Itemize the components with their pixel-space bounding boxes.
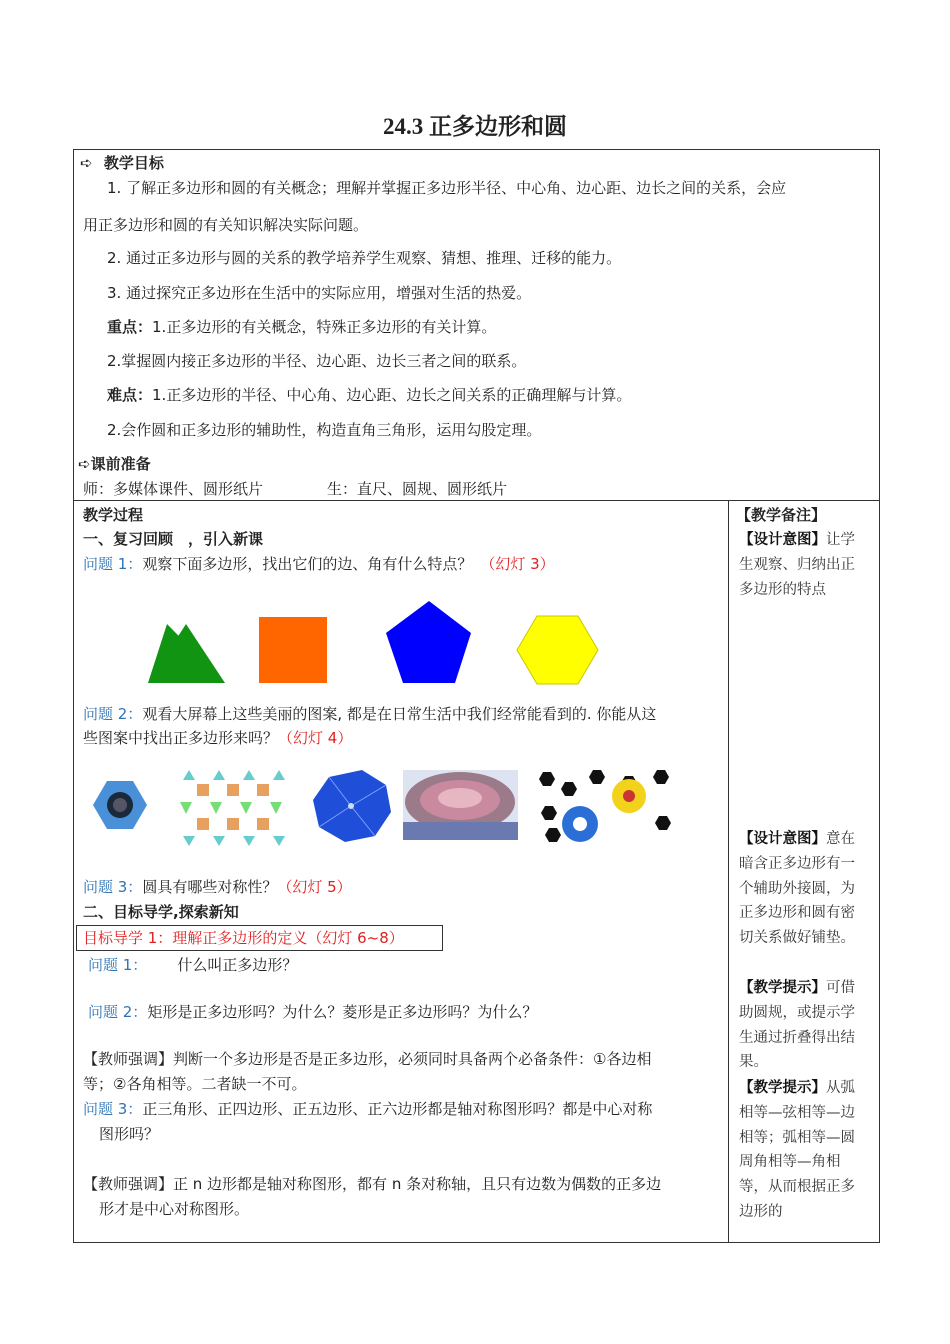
objective-3: 3. 通过探究正多边形在生活中的实际应用，增强对生活的热爱。	[107, 284, 532, 302]
difficulty-1: 难点：1.正多边形的半径、中心角、边心距、边长之间关系的正确理解与计算。	[107, 386, 632, 404]
prep-student: 生：直尺、圆规、圆形纸片	[327, 480, 508, 498]
objective-1-line1: 1. 了解正多边形和圆的有关概念；理解并掌握正多边形半径、中心角、边心距、边长之间的关系，会应	[107, 179, 787, 197]
key-point-2: 2.掌握圆内接正多边形的半径、边心距、边长三者之间的联系。	[107, 352, 527, 370]
hexagon-shape	[517, 616, 598, 684]
question-1: 问题 1：观察下面多边形，找出它们的边、角有什么特点？ （幻灯 3）	[83, 555, 555, 573]
teacher-emphasis-2-line2: 形才是中心对称图形。	[99, 1200, 250, 1218]
teacher-emphasis-1-line2: 等；②各角相等。二者缺一不可。	[83, 1075, 307, 1093]
difficulty-2: 2.会作圆和正多边形的辅助性，构造直角三角形，运用勾股定理。	[107, 421, 542, 439]
question-3: 问题 3：圆具有哪些对称性？（幻灯 5）	[83, 878, 352, 896]
key-point-1: 重点：1.正多边形的有关概念，特殊正多边形的有关计算。	[107, 318, 497, 336]
notes-header: 【教学备注】	[736, 506, 827, 524]
design-intent-2: 【设计意图】意在暗含正多边形有一个辅助外接圆，为正多边形和圆有密切关系做好铺垫。	[739, 831, 855, 947]
design-intent-1: 【设计意图】让学生观察、归纳出正多边形的特点	[739, 532, 855, 598]
goal-1: 目标导学 1：理解正多边形的定义（幻灯 6~8）	[83, 929, 404, 947]
hexagon-nut-image	[93, 781, 147, 829]
objectives-header: ➪ 教学目标	[80, 154, 164, 172]
teaching-tip-2: 【教学提示】从弧相等—弦相等—边相等；弧相等—圆周角相等—角相等，从而根据正多边形的	[739, 1080, 855, 1220]
tessellation-image	[173, 770, 298, 846]
dome-ceiling-image	[403, 770, 518, 840]
goal-question-3-line1: 问题 3：正三角形、正四边形、正五边形、正六边形都是轴对称图形吗？都是中心对称	[83, 1100, 653, 1118]
pentagon-shape	[386, 601, 471, 683]
objective-1-line2: 用正多边形和圆的有关知识解决实际问题。	[83, 216, 369, 234]
teacher-emphasis-1-line1: 【教师强调】判断一个多边形是否是正多边形，必须同时具备两个必备条件：①各边相	[83, 1050, 652, 1068]
column-divider	[728, 500, 729, 1243]
soccer-balls-image	[535, 766, 675, 846]
patterns-figure	[85, 762, 685, 852]
process-header: 教学过程	[83, 506, 144, 524]
arrow-right-icon: ➪	[80, 154, 93, 172]
part2-heading: 二、目标导学,探索新知	[83, 903, 239, 921]
prep-teacher: 师：多媒体课件、圆形纸片	[83, 480, 264, 498]
page-title: 24.3 正多边形和圆	[383, 114, 567, 139]
objective-2: 2. 通过正多边形与圆的关系的教学培养学生观察、猜想、推理、迁移的能力。	[107, 249, 622, 267]
umbrella-image	[313, 770, 391, 842]
goal-question-3-line2: 图形吗？	[99, 1125, 160, 1143]
part1-heading: 一、复习回顾 ，引入新课	[83, 530, 264, 548]
question-2-line2: 些图案中找出正多边形来吗？（幻灯 4）	[83, 729, 353, 747]
square-shape	[259, 617, 327, 683]
teacher-emphasis-2-line1: 【教师强调】正 n 边形都是轴对称图形，都有 n 条对称轴，且只有边数为偶数的正多边	[83, 1175, 662, 1193]
teaching-tip-1: 【教学提示】可借助圆规，或提示学生通过折叠得出结果。	[739, 980, 855, 1071]
question-2-line1: 问题 2：观看大屏幕上这些美丽的图案, 都是在日常生活中我们经常能看到的. 你能从这	[83, 705, 657, 723]
prep-header: ➪课前准备	[78, 455, 151, 473]
goal-question-1: 问题 1： 什么叫正多边形？	[88, 956, 298, 974]
goal-question-2: 问题 2：矩形是正多边形吗？为什么？菱形是正多边形吗？为什么？	[88, 1003, 538, 1021]
arrow-right-icon: ➪	[78, 455, 91, 473]
polygons-figure	[140, 596, 610, 696]
